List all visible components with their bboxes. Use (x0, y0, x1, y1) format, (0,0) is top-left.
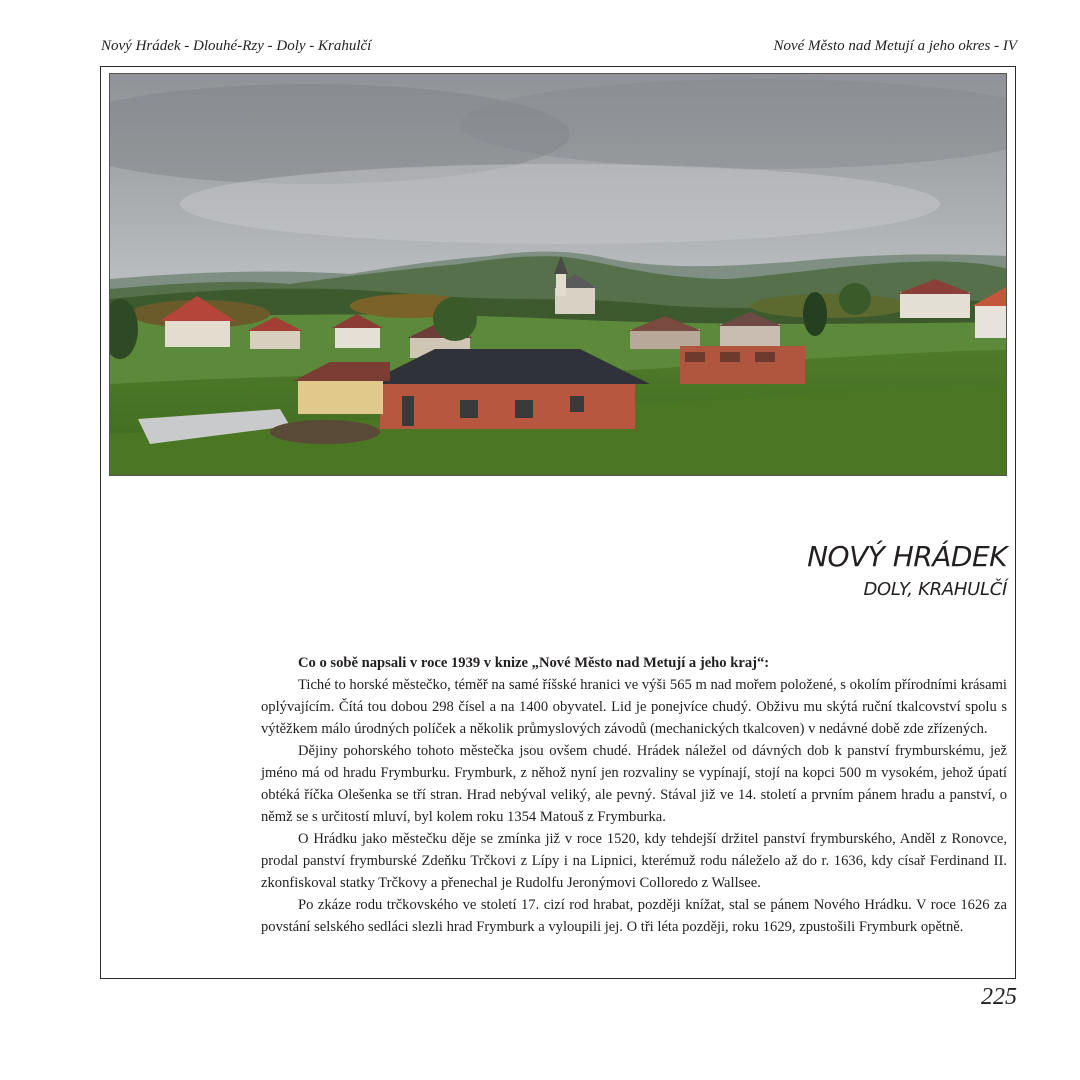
landscape-photo (109, 73, 1007, 476)
lead-paragraph: Co o sobě napsali v roce 1939 v knize „Nové Město nad Metují a jeho kraj“: (298, 655, 770, 671)
body-paragraph: O Hrádku jako městečku děje se zmínka již v roce 1520, kdy tehdejší držitel panství frymburského, Anděl z Ronovce, prodal panství frymburské Zdeňku Trčkovi z Lípy i na Lipnici, kterémuž rodu náleželo až do r. 1636, kdy císař Ferdinand II. zkonfiskoval statky Trčkovy a přenechal je Rudolfu Jeronýmovi Colloredo z Wallsee. (261, 831, 1007, 891)
body-paragraph: Tiché to horské městečko, téměř na samé říšské hranici ve výši 565 m nad mořem položené, s okolím přírodními krásami oplývajícím. Čítá tou dobou 298 čísel a na 1400 obyvatel. Lid je ponejvíce chudý. Obživu mu skýtá ruční tkalcovství spolu s výtěžkem málo úrodných políček a několik průmyslových závodů (mechanických tkalcoven) v nedávné době zde zřízených. (261, 677, 1007, 737)
chapter-subtitle: DOLY, KRAHULČÍ (863, 579, 1007, 600)
chapter-title-block (807, 537, 1007, 600)
running-head-right: Nové Město nad Metují a jeho okres - IV (773, 38, 1017, 54)
chapter-title: NOVÝ HRÁDEK (807, 540, 1007, 573)
body-paragraph: Po zkáze rodu trčkovského ve století 17. cizí rod hrabat, později knížat, stal se pánem Nového Hrádku. V roce 1626 za povstání selského sedláci slezli hrad Frymburk a vyloupili jej. O tři léta později, roku 1629, zpustošili Frymburk opětně. (261, 897, 1007, 935)
page-number: 225 (981, 984, 1017, 1010)
running-head-left: Nový Hrádek - Dlouhé-Rzy - Doly - Krahulčí (101, 38, 372, 54)
article-body (261, 652, 1007, 938)
body-paragraph: Dějiny pohorského tohoto městečka jsou ovšem chudé. Hrádek náležel od dávných dob k panství frymburskému, jež jméno má od hradu Frymburku. Frymburk, z něhož nyní jen rozvaliny se vypínají, stojí na kopci 500 m vysokém, jehož úpatí obtéká říčka Olešenka se tří stran. Hrad nebýval veliký, ale pevný. Stával již ve 14. století a prvním pánem hradu a panství, o němž se s určitostí mluví, byl kolem roku 1354 Matouš z Frymburka. (261, 743, 1007, 825)
